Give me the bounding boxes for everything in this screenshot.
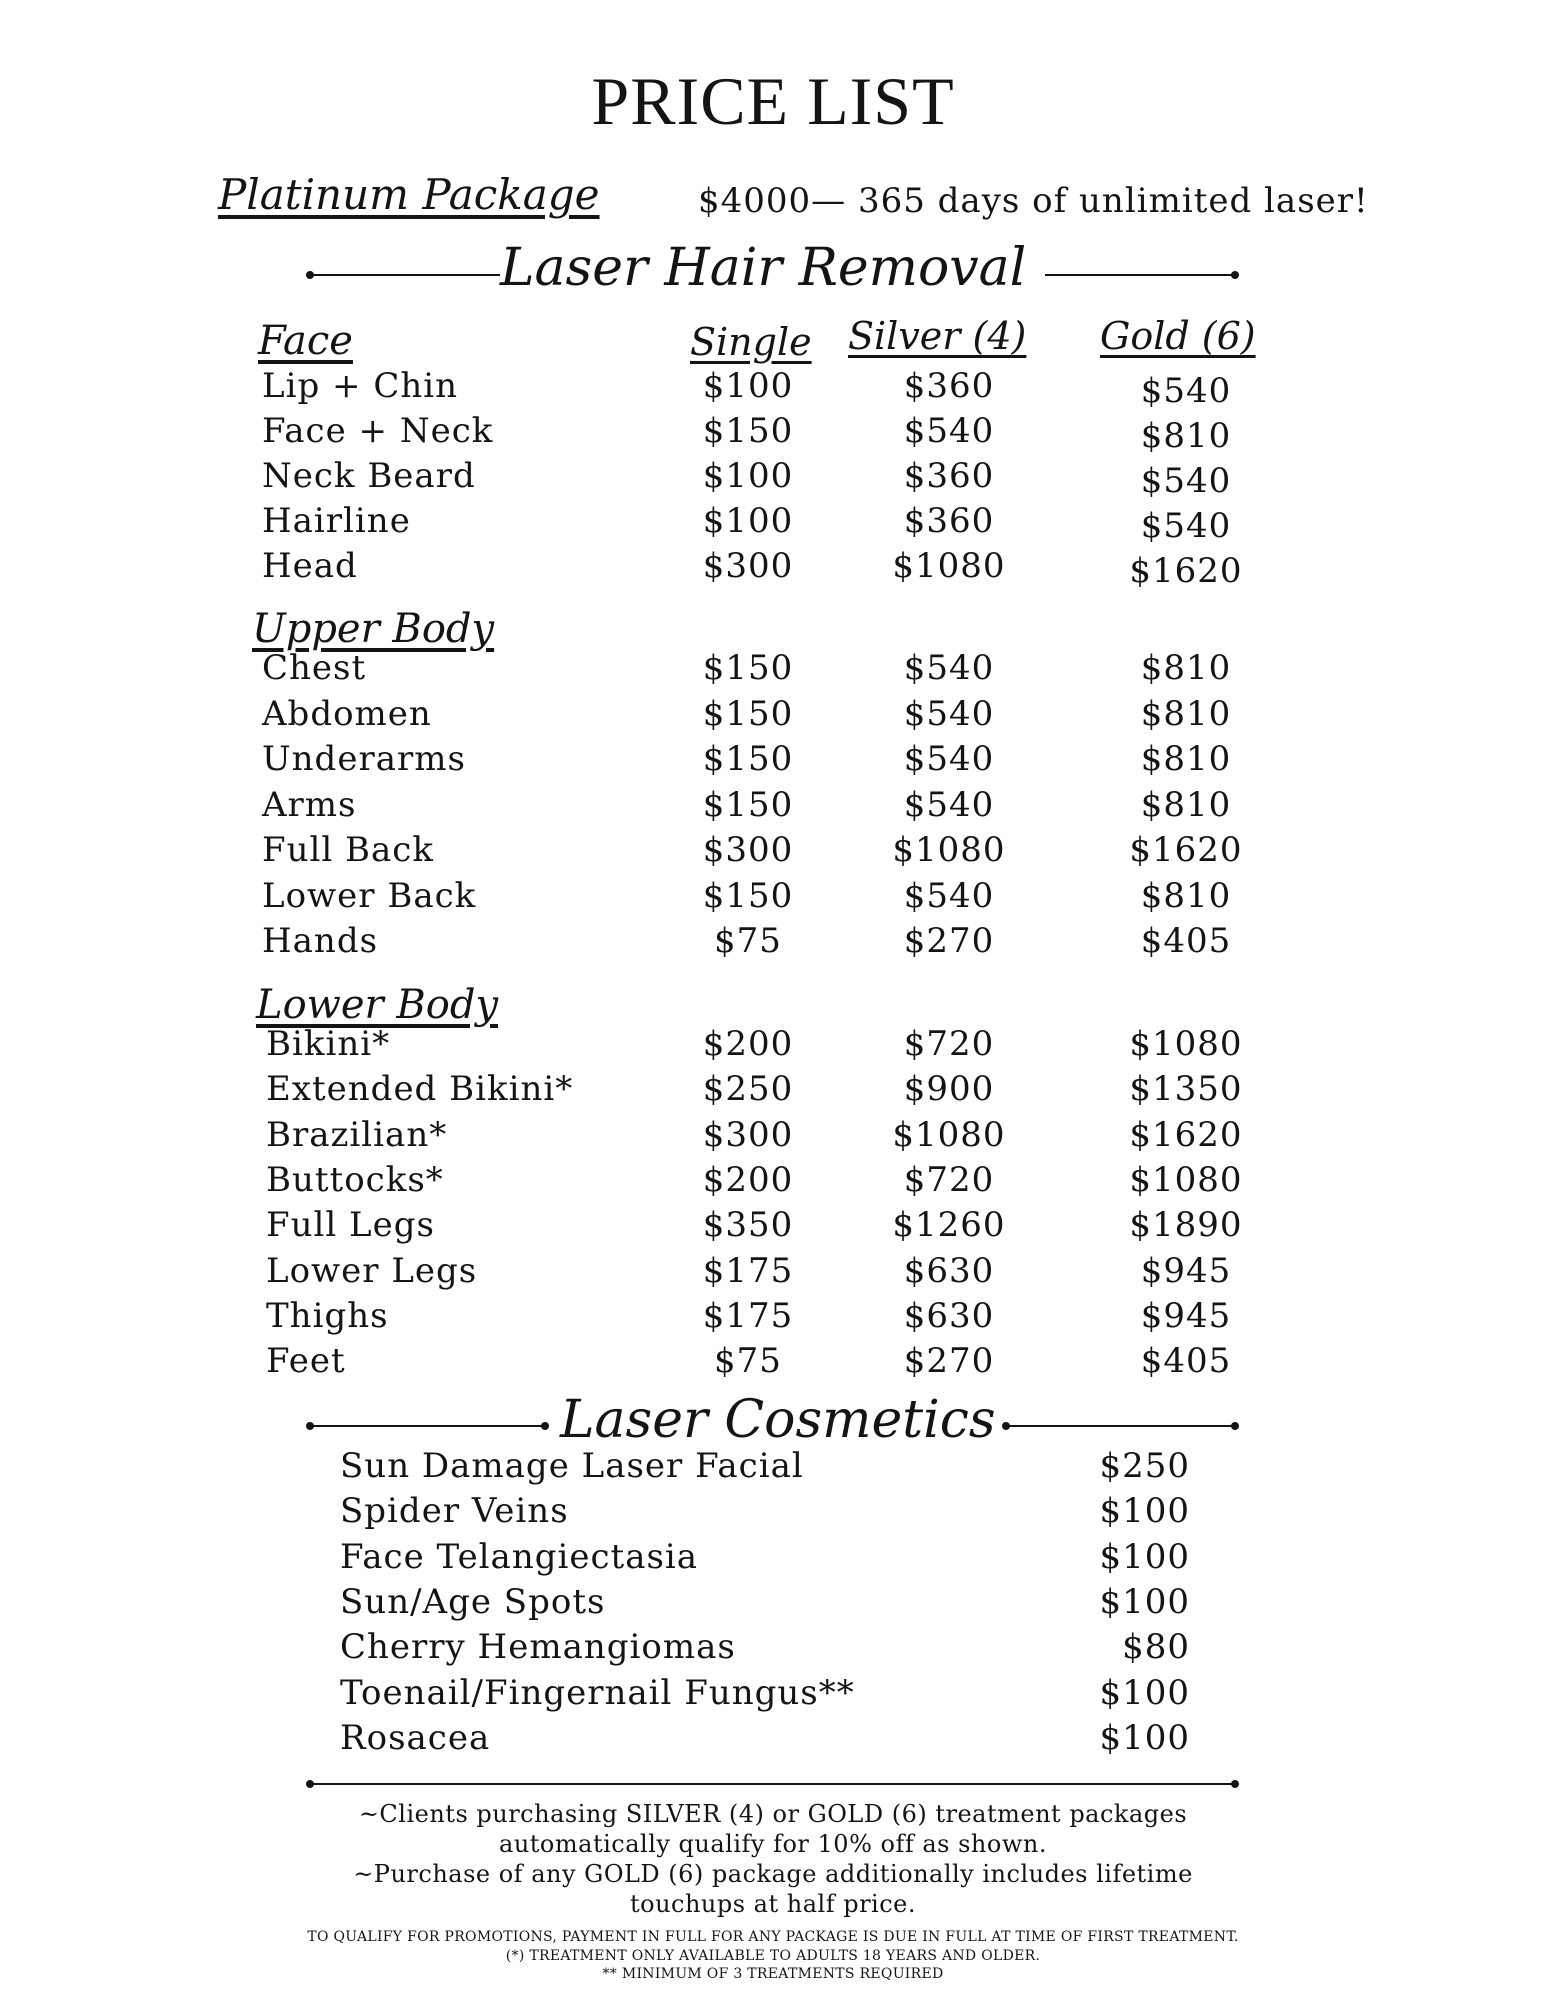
- gold-price: $540: [1140, 506, 1232, 546]
- gold-price: $810: [1140, 875, 1232, 916]
- gold-price: $1080: [1129, 1024, 1243, 1064]
- single-price: $300: [702, 546, 794, 586]
- treatment-name: Hairline: [262, 501, 411, 541]
- treatment-name: Abdomen: [262, 693, 432, 734]
- gold-price: $1350: [1129, 1069, 1243, 1110]
- divider-rule: [310, 274, 500, 276]
- cosmetic-name: Cherry Hemangiomas: [340, 1627, 736, 1668]
- gold-price: $810: [1140, 784, 1232, 825]
- price-row: [0, 366, 1546, 410]
- cosmetic-name: Face Telangiectasia: [340, 1536, 699, 1577]
- gold-price: $1620: [1129, 551, 1243, 591]
- note-line: automatically qualify for 10% off as shown.: [499, 1830, 1047, 1858]
- price-row: [0, 648, 1546, 692]
- silver-price: $360: [903, 366, 995, 406]
- price-row: [0, 1069, 1546, 1113]
- silver-price: $1080: [892, 830, 1006, 870]
- single-price: $350: [702, 1205, 794, 1246]
- divider-dot: [1231, 271, 1239, 279]
- treatment-name: Buttocks*: [266, 1159, 444, 1200]
- silver-price: $270: [903, 921, 995, 961]
- silver-price: $630: [903, 1250, 995, 1291]
- cosmetic-name: Spider Veins: [340, 1491, 569, 1532]
- cosmetic-price: $80: [1122, 1627, 1190, 1668]
- divider-rule: [1006, 1425, 1235, 1427]
- price-row: [0, 1296, 1546, 1340]
- treatment-name: Face + Neck: [262, 411, 494, 451]
- silver-price: $540: [903, 875, 995, 916]
- cosmetic-price: $100: [1099, 1536, 1190, 1577]
- treatment-name: Full Legs: [266, 1205, 435, 1246]
- gold-price: $945: [1140, 1295, 1232, 1336]
- gold-price: $945: [1140, 1250, 1232, 1291]
- treatment-name: Chest: [262, 648, 367, 688]
- note-line: touchups at half price.: [629, 1890, 917, 1918]
- cosmetic-row: [0, 1582, 1546, 1626]
- gold-price: $540: [1140, 371, 1232, 411]
- single-price: $200: [702, 1024, 794, 1064]
- price-row: [0, 785, 1546, 829]
- silver-price: $1260: [892, 1205, 1006, 1246]
- treatment-name: Extended Bikini*: [266, 1069, 574, 1110]
- price-row: [0, 546, 1546, 590]
- price-row: [0, 1160, 1546, 1204]
- page-title: PRICE LIST: [591, 63, 955, 139]
- single-price: $75: [714, 1341, 782, 1382]
- fine-print-line: TO QUALIFY FOR PROMOTIONS, PAYMENT IN FULL FOR ANY PACKAGE IS DUE IN FULL AT TIME OF FIRST TREATMENT.: [307, 1929, 1239, 1945]
- column-gold: Gold (6): [1100, 314, 1256, 358]
- treatment-name: Neck Beard: [262, 456, 476, 496]
- divider-dot: [1231, 1422, 1239, 1430]
- divider-dot: [541, 1422, 549, 1430]
- price-row: [0, 1024, 1546, 1068]
- gold-price: $1080: [1129, 1159, 1243, 1200]
- gold-price: $540: [1140, 461, 1232, 501]
- silver-price: $720: [903, 1024, 995, 1064]
- price-row: [0, 830, 1546, 874]
- treatment-name: Arms: [262, 784, 357, 825]
- cosmetic-name: Rosacea: [340, 1717, 491, 1758]
- treatment-name: Lower Legs: [266, 1250, 478, 1291]
- single-price: $150: [702, 411, 794, 451]
- price-row: [0, 1341, 1546, 1385]
- treatment-name: Feet: [266, 1341, 346, 1382]
- single-price: $150: [702, 739, 794, 779]
- fine-print-line: ** MINIMUM OF 3 TREATMENTS REQUIRED: [602, 1966, 944, 1982]
- treatment-name: Head: [262, 546, 358, 586]
- gold-price: $810: [1140, 648, 1232, 688]
- single-price: $100: [702, 501, 794, 541]
- cosmetic-row: [0, 1491, 1546, 1535]
- price-row: [0, 1251, 1546, 1295]
- category-lower-body: Lower Body: [256, 982, 499, 1028]
- silver-price: $540: [903, 739, 995, 779]
- gold-price: $810: [1140, 693, 1232, 734]
- price-row: [0, 501, 1546, 545]
- silver-price: $360: [903, 501, 995, 541]
- silver-price: $360: [903, 456, 995, 496]
- divider-rule: [310, 1425, 545, 1427]
- column-silver: Silver (4): [848, 314, 1027, 358]
- single-price: $100: [702, 366, 794, 406]
- laser-cosmetics-heading: Laser Cosmetics: [560, 1390, 996, 1450]
- price-row: [0, 456, 1546, 500]
- treatment-name: Lower Back: [262, 875, 477, 916]
- divider-rule: [310, 1783, 1235, 1785]
- single-price: $300: [702, 1114, 794, 1155]
- gold-price: $405: [1140, 921, 1232, 961]
- cosmetic-row: [0, 1537, 1546, 1581]
- cosmetic-row: [0, 1446, 1546, 1490]
- single-price: $175: [702, 1295, 794, 1336]
- gold-price: $810: [1140, 739, 1232, 779]
- cosmetic-price: $100: [1099, 1717, 1190, 1758]
- fine-print-line: (*) TREATMENT ONLY AVAILABLE TO ADULTS 18 YEARS AND OLDER.: [505, 1948, 1041, 1964]
- silver-price: $270: [903, 1341, 995, 1382]
- laser-hair-removal-heading: Laser Hair Removal: [500, 238, 1027, 298]
- treatment-name: Thighs: [266, 1295, 389, 1336]
- silver-price: $540: [903, 411, 995, 451]
- single-price: $75: [714, 921, 782, 961]
- silver-price: $540: [903, 693, 995, 734]
- single-price: $150: [702, 875, 794, 916]
- cosmetic-price: $100: [1099, 1491, 1190, 1532]
- silver-price: $720: [903, 1159, 995, 1200]
- note-line: ~Clients purchasing SILVER (4) or GOLD (6) treatment packages: [358, 1800, 1188, 1828]
- silver-price: $1080: [892, 546, 1006, 586]
- divider-rule: [1045, 274, 1235, 276]
- gold-price: $1620: [1129, 830, 1243, 870]
- treatment-name: Bikini*: [266, 1024, 391, 1064]
- cosmetic-price: $250: [1099, 1446, 1190, 1486]
- column-single: Single: [690, 320, 812, 364]
- note-line: ~Purchase of any GOLD (6) package additionally includes lifetime: [353, 1860, 1193, 1888]
- price-row: [0, 739, 1546, 783]
- gold-price: $1890: [1129, 1205, 1243, 1246]
- gold-price: $1620: [1129, 1114, 1243, 1155]
- price-row: [0, 694, 1546, 738]
- treatment-name: Underarms: [262, 739, 466, 779]
- cosmetic-name: Sun/Age Spots: [340, 1581, 606, 1622]
- single-price: $150: [702, 648, 794, 688]
- silver-price: $540: [903, 784, 995, 825]
- cosmetic-price: $100: [1099, 1672, 1190, 1713]
- single-price: $300: [702, 830, 794, 870]
- price-row: [0, 1205, 1546, 1249]
- silver-price: $540: [903, 648, 995, 688]
- divider-dot: [1231, 1780, 1239, 1788]
- price-row: [0, 921, 1546, 965]
- price-row: [0, 1115, 1546, 1159]
- silver-price: $630: [903, 1295, 995, 1336]
- single-price: $100: [702, 456, 794, 496]
- silver-price: $900: [903, 1069, 995, 1110]
- cosmetic-name: Sun Damage Laser Facial: [340, 1446, 804, 1486]
- treatment-name: Full Back: [262, 830, 434, 870]
- cosmetic-row: [0, 1673, 1546, 1717]
- category-face: Face: [258, 318, 353, 364]
- treatment-name: Lip + Chin: [262, 366, 459, 406]
- platinum-package-label: Platinum Package: [218, 170, 600, 219]
- gold-price: $405: [1140, 1341, 1232, 1382]
- single-price: $200: [702, 1159, 794, 1200]
- gold-price: $810: [1140, 416, 1232, 456]
- cosmetic-row: [0, 1627, 1546, 1671]
- cosmetic-price: $100: [1099, 1581, 1190, 1622]
- price-row: [0, 876, 1546, 920]
- cosmetic-row: [0, 1718, 1546, 1762]
- single-price: $250: [702, 1069, 794, 1110]
- cosmetic-name: Toenail/Fingernail Fungus**: [340, 1672, 855, 1713]
- platinum-package-text: $4000— 365 days of unlimited laser!: [698, 181, 1369, 221]
- single-price: $150: [702, 693, 794, 734]
- single-price: $150: [702, 784, 794, 825]
- treatment-name: Hands: [262, 921, 379, 961]
- silver-price: $1080: [892, 1114, 1006, 1155]
- treatment-name: Brazilian*: [266, 1114, 448, 1155]
- single-price: $175: [702, 1250, 794, 1291]
- price-row: [0, 411, 1546, 455]
- category-upper-body: Upper Body: [252, 606, 495, 652]
